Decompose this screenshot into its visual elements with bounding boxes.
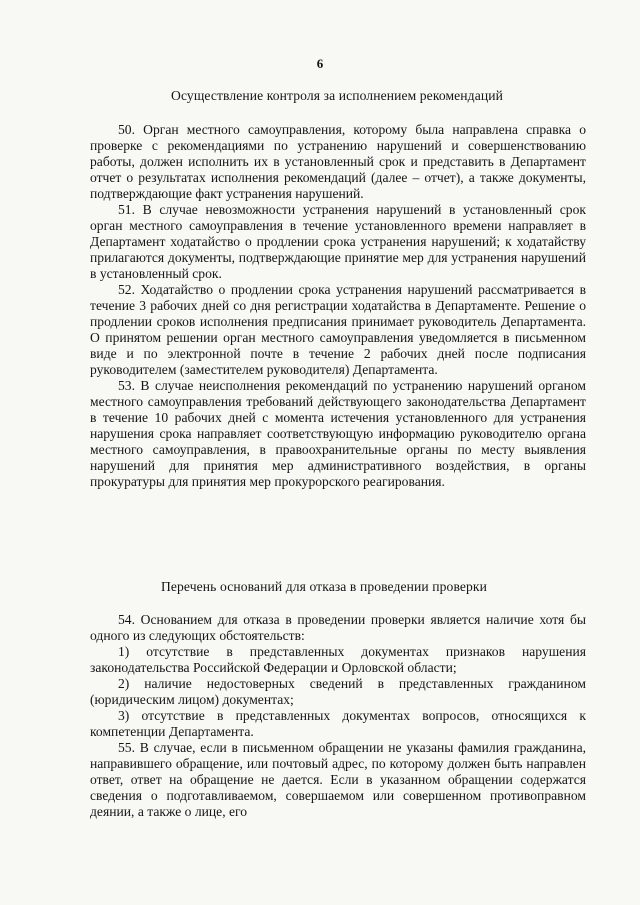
section-body-control: [90, 122, 586, 490]
list-item-2: 2) наличие недостоверных сведений в представленных гражданином (юридическим лицом) документах;: [90, 676, 586, 707]
section-heading-control: Осуществление контроля за исполнением рекомендаций: [171, 88, 503, 103]
section-heading-refusal: Перечень оснований для отказа в проведении проверки: [160, 579, 488, 594]
list-item-1: 1) отсутствие в представленных документах признаков нарушения законодательства Российской Федерации и Орловской области;: [90, 644, 586, 675]
paragraph-53: 53. В случае неисполнения рекомендаций по устранению нарушений органом местного самоуправления требований действующего законодательства Департамент в течение 10 рабочих дней с момента истечения установленного для устранения нарушения срока направляет соответствующую информацию руководителю органа местного самоуправления, в правоохранительные органы по месту выявления нарушений для принятия мер административного воздействия, в органы прокуратуры для принятия мер прокурорского реагирования.: [90, 378, 586, 489]
paragraph-50: 50. Орган местного самоуправления, которому была направлена справка о проверке с рекомендациями по устранению нарушений и совершенствованию работы, должен исполнить их в установленный срок и представить в Департамент отчет о результатах исполнения рекомендаций (далее – отчет), а также документы, подтверждающие факт устранения нарушений.: [90, 122, 586, 201]
list-item-3: 3) отсутствие в представленных документах вопросов, относящихся к компетенции Департамента.: [90, 708, 586, 739]
paragraph-54: 54. Основанием для отказа в проведении проверки является наличие хотя бы одного из следующих обстоятельств:: [90, 612, 586, 643]
paragraph-55: 55. В случае, если в письменном обращении не указаны фамилия гражданина, направившего обращение, или почтовый адрес, по которому должен быть направлен ответ, ответ на обращение не дается. Если в указанном обращении содержатся сведения о подготавливаемом, совершаемом или совершенном противоправном деянии, а также о лице, его: [90, 740, 586, 819]
paragraph-51: 51. В случае невозможности устранения нарушений в установленный срок орган местного самоуправления в течение установленного времени направляет в Департамент ходатайство о продлении срока устранения нарушений; к ходатайству прилагаются документы, подтверждающие принятие мер для устранения нарушений в установленный срок.: [90, 202, 586, 281]
page-number: 6: [316, 56, 324, 71]
section-body-refusal: [90, 612, 586, 820]
paragraph-52: 52. Ходатайство о продлении срока устранения нарушений рассматривается в течение 3 рабочих дней со дня регистрации ходатайства в Департаменте. Решение о продлении сроков исполнения предписания принимает руководитель Департамента. О принятом решении орган местного самоуправления уведомляется в письменном виде и по электронной почте в течение 2 рабочих дней после подписания руководителем (заместителем руководителя) Департамента.: [90, 282, 586, 377]
